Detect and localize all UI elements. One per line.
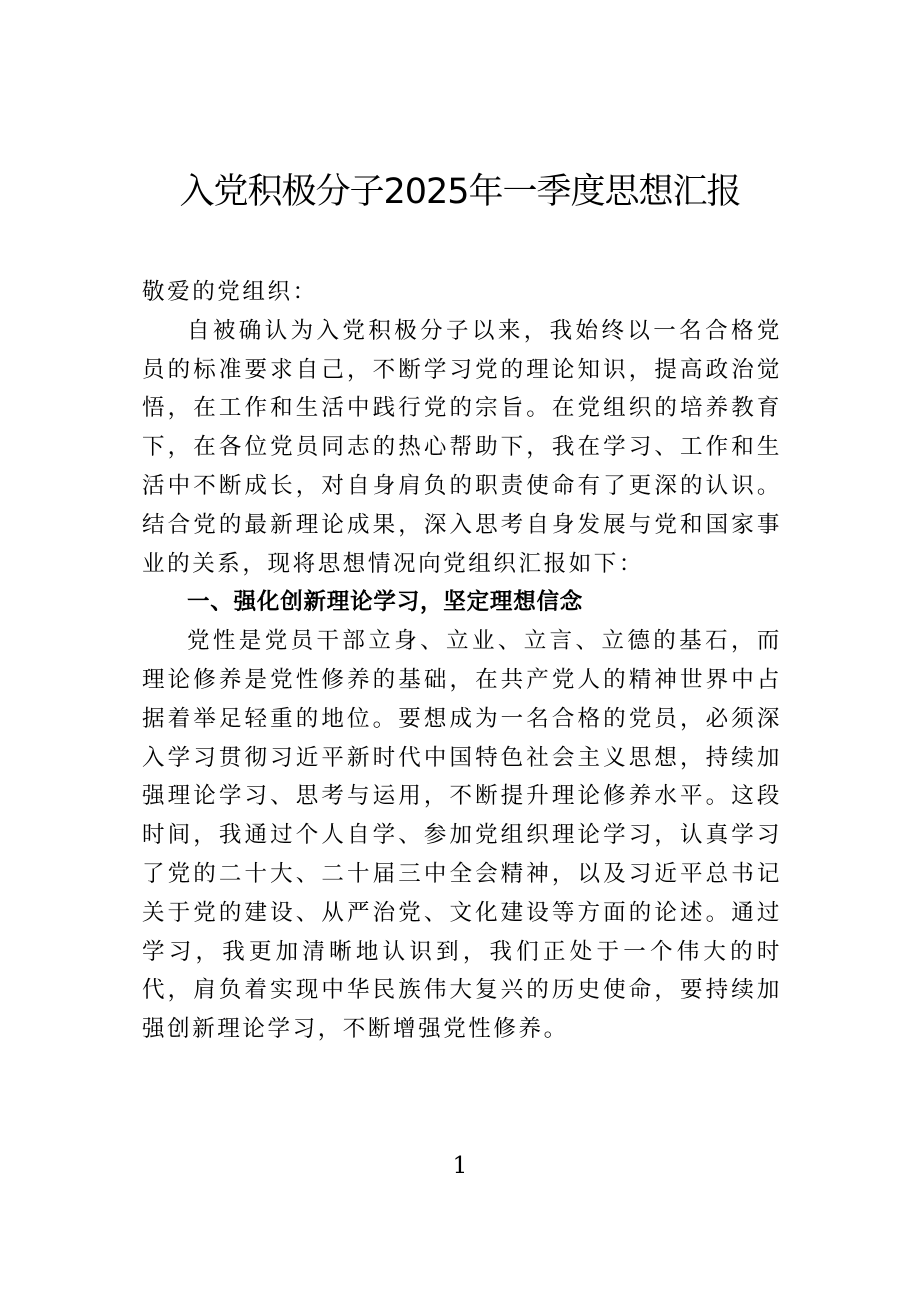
page-number: 1	[452, 1153, 468, 1179]
section-heading: 一、强化创新理论学习，坚定理想信念	[187, 589, 584, 616]
document-body	[142, 273, 782, 1049]
section-paragraph: 党性是党员干部立身、立业、立言、立德的基石，而理论修养是党性修养的基础，在共产党人的精神世界中占据着举足轻重的地位。要想成为一名合格的党员，必须深入学习贯彻习近平新时代中国特色社会主义思想，持续加强理论学习、思考与运用，不断提升理论修养水平。这段时间，我通过个人自学、参加党组织理论学习，认真学习了党的二十大、二十届三中全会精神，以及习近平总书记关于党的建设、从严治党、文化建设等方面的论述。通过学习，我更加清晰地认识到，我们正处于一个伟大的时代，肩负着实现中华民族伟大复兴的历史使命，要持续加强创新理论学习，不断增强党性修养。	[142, 628, 782, 1043]
document-title: 入党积极分子2025年一季度思想汇报	[179, 172, 741, 212]
salutation: 敬爱的党组织：	[142, 279, 318, 305]
intro-paragraph: 自被确认为入党积极分子以来，我始终以一名合格党员的标准要求自己，不断学习党的理论知识，提高政治觉悟，在工作和生活中践行党的宗旨。在党组织的培养教育下，在各位党员同志的热心帮助下，我在学习、工作和生活中不断成长，对自身肩负的职责使命有了更深的认识。结合党的最新理论成果，深入思考自身发展与党和国家事业的关系，现将思想情况向党组织汇报如下：	[142, 317, 782, 577]
